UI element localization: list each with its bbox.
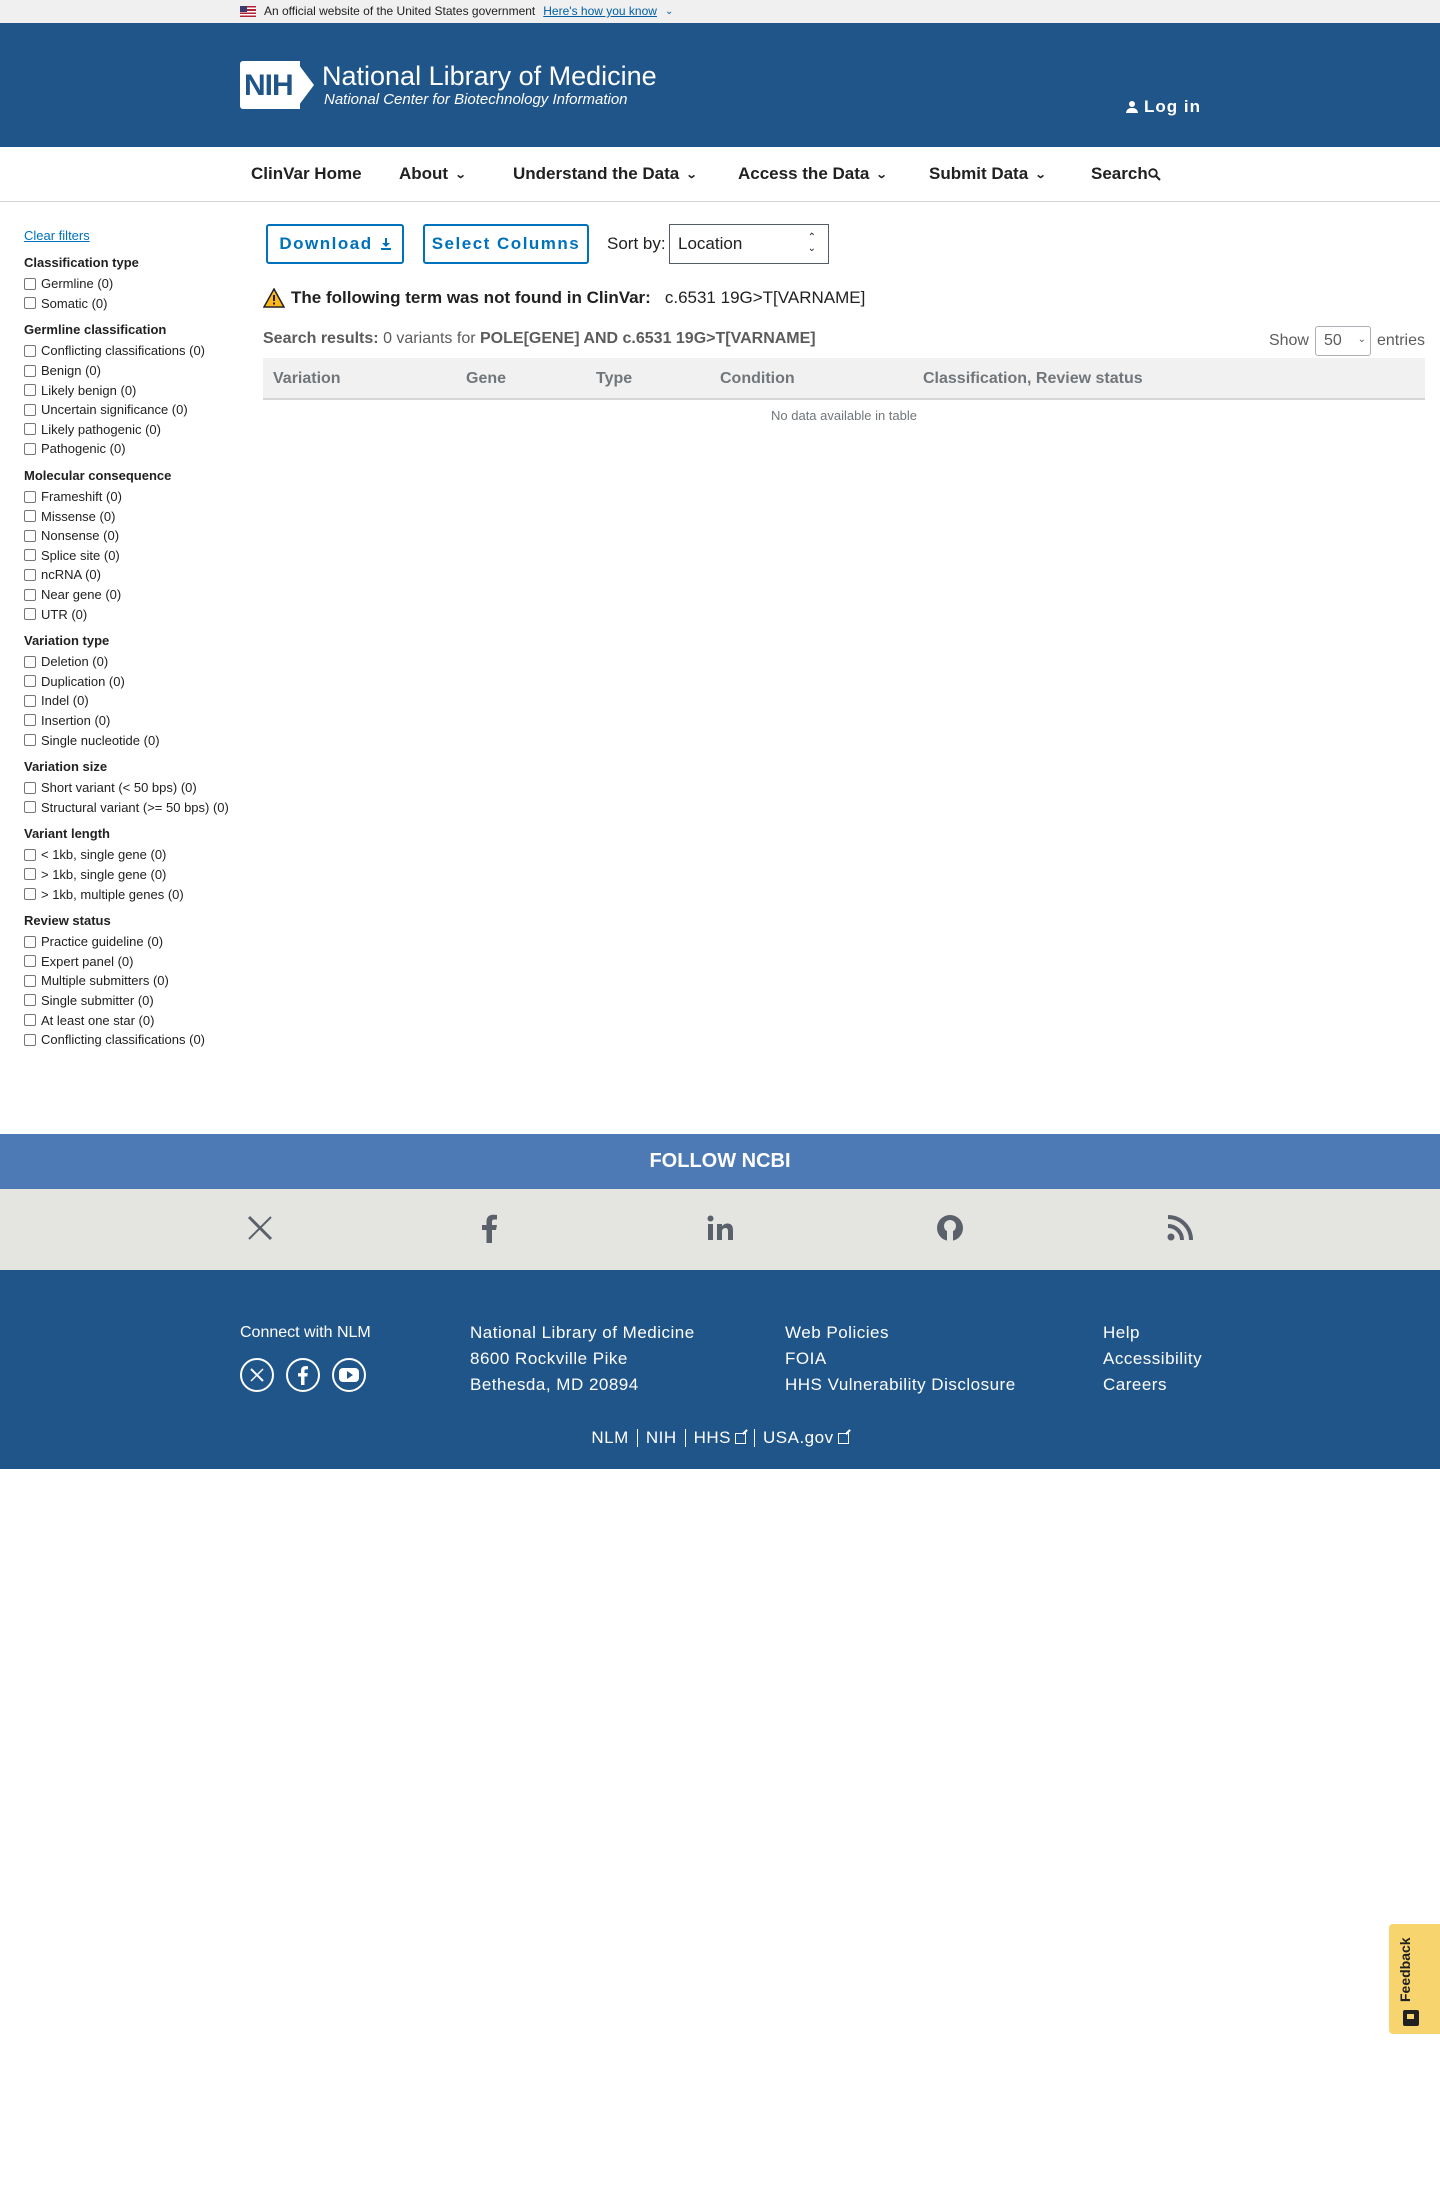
nav-submit-data[interactable]: Submit Data ⌄ bbox=[929, 164, 1047, 183]
filter-option-label: Nonsense (0) bbox=[41, 528, 120, 544]
footer-link-nih[interactable]: NIH bbox=[637, 1429, 685, 1447]
chevron-down-icon: ⌄ bbox=[1034, 168, 1047, 181]
nav-access-the-data[interactable]: Access the Data ⌄ bbox=[738, 164, 888, 183]
footer-address-line: 8600 Rockville Pike bbox=[470, 1349, 628, 1368]
filter-checkbox[interactable] bbox=[24, 549, 36, 561]
filter-group bbox=[24, 826, 254, 904]
filter-checkbox[interactable] bbox=[24, 530, 36, 542]
filter-group bbox=[24, 255, 254, 313]
sort-select[interactable]: Location ⌃ ⌄ bbox=[669, 224, 829, 264]
filter-option-label: Single nucleotide (0) bbox=[41, 732, 160, 748]
nih-badge-icon: NIH bbox=[240, 61, 314, 109]
filter-option[interactable] bbox=[24, 865, 254, 885]
footer-link-hhs-vulnerability[interactable]: HHS Vulnerability Disclosure bbox=[785, 1375, 1016, 1394]
results-label: Search results: bbox=[263, 330, 379, 347]
filter-checkbox[interactable] bbox=[24, 423, 36, 435]
filter-option[interactable] bbox=[24, 565, 254, 585]
footer-help bbox=[1103, 1320, 1202, 1398]
download-button[interactable]: Download bbox=[266, 224, 404, 264]
footer-link-help[interactable]: Help bbox=[1103, 1323, 1140, 1342]
heres-how-you-know-link[interactable]: Here's how you know bbox=[543, 4, 657, 18]
filter-checkbox[interactable] bbox=[24, 695, 36, 707]
filter-option[interactable] bbox=[24, 845, 254, 865]
filter-group bbox=[24, 913, 254, 1050]
filter-option[interactable] bbox=[24, 691, 254, 711]
nav-search[interactable]: Search bbox=[1091, 164, 1161, 184]
column-header-gene[interactable]: Gene bbox=[466, 370, 507, 387]
filter-option-label: At least one star (0) bbox=[41, 1012, 155, 1028]
site-header bbox=[0, 23, 1440, 147]
filter-checkbox[interactable] bbox=[24, 443, 36, 455]
filter-checkbox[interactable] bbox=[24, 849, 36, 861]
filter-option-label: Germline (0) bbox=[41, 276, 114, 292]
external-link-icon bbox=[735, 1433, 746, 1444]
filter-checkbox[interactable] bbox=[24, 569, 36, 581]
facebook-icon[interactable] bbox=[475, 1213, 505, 1243]
filter-option-label: Splice site (0) bbox=[41, 547, 120, 563]
filter-group-title: Germline classification bbox=[24, 322, 167, 338]
filter-option-label: Deletion (0) bbox=[41, 654, 109, 670]
clear-filters-link[interactable]: Clear filters bbox=[24, 228, 90, 243]
results-count: 0 variants for bbox=[383, 330, 476, 347]
login-label: Log in bbox=[1144, 97, 1201, 116]
login-button[interactable] bbox=[1126, 97, 1201, 117]
footer-policies bbox=[785, 1320, 1016, 1398]
filter-option[interactable] bbox=[24, 546, 254, 566]
filter-option[interactable] bbox=[24, 400, 254, 420]
filter-option[interactable] bbox=[24, 439, 254, 459]
filter-option[interactable] bbox=[24, 797, 254, 817]
filter-option-label: Uncertain significance (0) bbox=[41, 402, 188, 418]
linkedin-icon[interactable] bbox=[705, 1213, 735, 1243]
filter-group-title: Molecular consequence bbox=[24, 467, 172, 483]
x-icon[interactable] bbox=[245, 1213, 275, 1243]
filter-option-label: Practice guideline (0) bbox=[41, 934, 164, 950]
filter-option-label: < 1kb, single gene (0) bbox=[41, 847, 167, 863]
table-header bbox=[263, 358, 1425, 400]
filter-option[interactable] bbox=[24, 380, 254, 400]
table-empty-message: No data available in table bbox=[771, 408, 917, 423]
filter-checkbox[interactable] bbox=[24, 734, 36, 746]
chevron-down-icon: ⌄ bbox=[1357, 334, 1366, 345]
footer-link-nlm[interactable]: NLM bbox=[591, 1428, 629, 1447]
connect-with-nlm: Connect with NLM bbox=[240, 1324, 371, 1341]
search-results-summary bbox=[263, 330, 816, 348]
nav-clinvar-home[interactable]: ClinVar Home bbox=[251, 164, 362, 183]
filter-option[interactable] bbox=[24, 604, 254, 624]
filter-option-label: Conflicting classifications (0) bbox=[41, 343, 206, 359]
filter-option-label: Conflicting classifications (0) bbox=[41, 1032, 206, 1048]
filter-option[interactable] bbox=[24, 991, 254, 1011]
filter-option-label: Frameshift (0) bbox=[41, 489, 122, 505]
column-header-type[interactable]: Type bbox=[596, 370, 633, 387]
filter-group-title: Variation type bbox=[24, 632, 110, 648]
entries-select[interactable]: 50 ⌄ bbox=[1315, 326, 1371, 356]
warning-term: c.6531 19G>T[VARNAME] bbox=[664, 288, 866, 307]
filter-checkbox[interactable] bbox=[24, 1014, 36, 1026]
filter-group-title: Variation size bbox=[24, 758, 108, 774]
filter-checkbox[interactable] bbox=[24, 975, 36, 987]
filter-option-label: Likely benign (0) bbox=[41, 382, 137, 398]
filter-option[interactable] bbox=[24, 274, 254, 294]
footer-address-line: National Library of Medicine bbox=[470, 1323, 695, 1342]
footer-link-web-policies[interactable]: Web Policies bbox=[785, 1323, 889, 1342]
nav-understand-the-data[interactable]: Understand the Data ⌄ bbox=[513, 164, 698, 183]
filter-option-label: > 1kb, multiple genes (0) bbox=[41, 886, 184, 902]
show-label: Show bbox=[1268, 332, 1309, 349]
chevron-down-icon: ⌄ bbox=[875, 168, 888, 181]
social-links bbox=[0, 1189, 1440, 1270]
footer-bottom-links bbox=[0, 1429, 1440, 1447]
filter-option[interactable] bbox=[24, 932, 254, 952]
filter-option[interactable] bbox=[24, 1010, 254, 1030]
filter-checkbox[interactable] bbox=[24, 608, 36, 620]
filter-checkbox[interactable] bbox=[24, 675, 36, 687]
nlm-title: National Library of Medicine bbox=[322, 61, 657, 91]
feedback-button[interactable] bbox=[1389, 1924, 1440, 2034]
filter-checkbox[interactable] bbox=[24, 491, 36, 503]
column-header-classification[interactable]: Classification, Review status bbox=[923, 370, 1143, 387]
warning-message: The following term was not found in ClinVar: bbox=[291, 288, 651, 307]
feedback-label: Feedback bbox=[1397, 1937, 1413, 2002]
filter-option-label: Duplication (0) bbox=[41, 673, 125, 689]
filter-option-label: Multiple submitters (0) bbox=[41, 973, 169, 989]
filter-checkbox[interactable] bbox=[24, 714, 36, 726]
footer-youtube-icon[interactable] bbox=[332, 1358, 366, 1392]
filter-option[interactable] bbox=[24, 487, 254, 507]
filter-option-label: Benign (0) bbox=[41, 363, 101, 379]
filter-checkbox[interactable] bbox=[24, 345, 36, 357]
column-header-condition[interactable]: Condition bbox=[720, 370, 795, 387]
rss-icon[interactable] bbox=[1165, 1213, 1195, 1243]
filter-option-label: Indel (0) bbox=[41, 693, 89, 709]
filter-option[interactable] bbox=[24, 506, 254, 526]
footer-facebook-icon[interactable] bbox=[286, 1358, 320, 1392]
filter-option[interactable] bbox=[24, 420, 254, 440]
filter-option[interactable] bbox=[24, 730, 254, 750]
github-icon[interactable] bbox=[935, 1213, 965, 1243]
filter-checkbox[interactable] bbox=[24, 404, 36, 416]
filter-checkbox[interactable] bbox=[24, 510, 36, 522]
column-header-variation[interactable]: Variation bbox=[273, 370, 341, 387]
filter-option-label: ncRNA (0) bbox=[41, 567, 101, 583]
filter-option[interactable] bbox=[24, 951, 254, 971]
footer-x-icon[interactable] bbox=[240, 1358, 274, 1392]
filter-option-label: Likely pathogenic (0) bbox=[41, 421, 161, 437]
filter-option[interactable] bbox=[24, 585, 254, 605]
filter-group bbox=[24, 759, 254, 817]
filter-option-label: Expert panel (0) bbox=[41, 953, 134, 969]
entries-label: entries bbox=[1376, 332, 1425, 349]
filter-option[interactable] bbox=[24, 971, 254, 991]
filter-option[interactable] bbox=[24, 341, 254, 361]
gov-banner-text: An official website of the United States government bbox=[264, 4, 536, 18]
filter-checkbox[interactable] bbox=[24, 888, 36, 900]
filter-option[interactable] bbox=[24, 361, 254, 381]
person-icon bbox=[1126, 101, 1138, 113]
filter-checkbox[interactable] bbox=[24, 297, 36, 309]
filter-sidebar bbox=[24, 228, 254, 1058]
filter-option-label: UTR (0) bbox=[41, 606, 88, 622]
search-icon bbox=[1148, 168, 1161, 181]
filter-checkbox[interactable] bbox=[24, 868, 36, 880]
chevron-down-icon: ⌄ bbox=[685, 168, 698, 181]
filter-option[interactable] bbox=[24, 652, 254, 672]
filter-checkbox[interactable] bbox=[24, 955, 36, 967]
filter-option-label: > 1kb, single gene (0) bbox=[41, 866, 167, 882]
main-nav bbox=[0, 147, 1440, 202]
filter-group bbox=[24, 468, 254, 624]
filter-checkbox[interactable] bbox=[24, 936, 36, 948]
filter-option-label: Short variant (< 50 bps) (0) bbox=[41, 780, 197, 796]
filter-option-label: Insertion (0) bbox=[41, 712, 111, 728]
footer-link-careers[interactable]: Careers bbox=[1103, 1375, 1167, 1394]
footer-link-hhs[interactable]: HHS bbox=[685, 1429, 754, 1447]
filter-option-label: Single submitter (0) bbox=[41, 992, 154, 1008]
filter-checkbox[interactable] bbox=[24, 801, 36, 813]
us-flag-icon bbox=[240, 6, 256, 17]
filter-option[interactable] bbox=[24, 526, 254, 546]
filter-option-label: Structural variant (>= 50 bps) (0) bbox=[41, 799, 229, 815]
select-columns-button[interactable]: Select Columns bbox=[423, 224, 589, 264]
sort-label: Sort by: bbox=[607, 234, 666, 253]
filter-group-title: Variant length bbox=[24, 826, 110, 842]
filter-checkbox[interactable] bbox=[24, 1034, 36, 1046]
external-link-icon bbox=[838, 1433, 849, 1444]
filter-option-label: Somatic (0) bbox=[41, 295, 108, 311]
filter-group-title: Classification type bbox=[24, 255, 139, 270]
ncbi-subtitle: National Center for Biotechnology Information bbox=[324, 91, 628, 108]
filter-option-label: Near gene (0) bbox=[41, 587, 122, 603]
sort-arrows-icon: ⌃ ⌄ bbox=[807, 232, 816, 254]
nlm-logo[interactable] bbox=[240, 61, 657, 109]
footer-link-accessibility[interactable]: Accessibility bbox=[1103, 1349, 1203, 1368]
download-icon bbox=[381, 238, 391, 250]
filter-group bbox=[24, 633, 254, 750]
footer-link-usa-gov[interactable]: USA.gov bbox=[754, 1429, 857, 1447]
filter-group bbox=[24, 322, 254, 459]
filter-group-title: Review status bbox=[24, 912, 111, 928]
term-not-found-warning bbox=[263, 288, 865, 308]
filter-checkbox[interactable] bbox=[24, 278, 36, 290]
filter-option[interactable] bbox=[24, 711, 254, 731]
follow-ncbi-title: FOLLOW NCBI bbox=[0, 1134, 1440, 1189]
nav-about[interactable]: About ⌄ bbox=[399, 164, 467, 183]
filter-option[interactable] bbox=[24, 884, 254, 904]
filter-checkbox[interactable] bbox=[24, 365, 36, 377]
results-query: POLE[GENE] AND c.6531 19G>T[VARNAME] bbox=[480, 330, 816, 347]
chevron-down-icon: ⌄ bbox=[454, 168, 467, 181]
footer-address-line: Bethesda, MD 20894 bbox=[470, 1375, 639, 1394]
results-table bbox=[263, 358, 1425, 423]
footer-link-foia[interactable]: FOIA bbox=[785, 1349, 827, 1368]
filter-checkbox[interactable] bbox=[24, 656, 36, 668]
filter-option[interactable] bbox=[24, 778, 254, 798]
site-footer bbox=[0, 1270, 1440, 1469]
filter-checkbox[interactable] bbox=[24, 782, 36, 794]
chevron-down-icon[interactable]: ⌄ bbox=[664, 5, 674, 17]
gov-banner bbox=[0, 0, 1440, 23]
filter-checkbox[interactable] bbox=[24, 589, 36, 601]
warning-icon bbox=[263, 288, 285, 308]
filter-option-label: Pathogenic (0) bbox=[41, 441, 126, 457]
filter-option[interactable] bbox=[24, 1030, 254, 1050]
filter-checkbox[interactable] bbox=[24, 384, 36, 396]
feedback-icon bbox=[1403, 2010, 1419, 2026]
page-length-control bbox=[1269, 326, 1425, 356]
filter-checkbox[interactable] bbox=[24, 994, 36, 1006]
filter-option-label: Missense (0) bbox=[41, 508, 116, 524]
filter-option[interactable] bbox=[24, 672, 254, 692]
filter-option[interactable] bbox=[24, 294, 254, 314]
footer-address bbox=[470, 1320, 695, 1398]
